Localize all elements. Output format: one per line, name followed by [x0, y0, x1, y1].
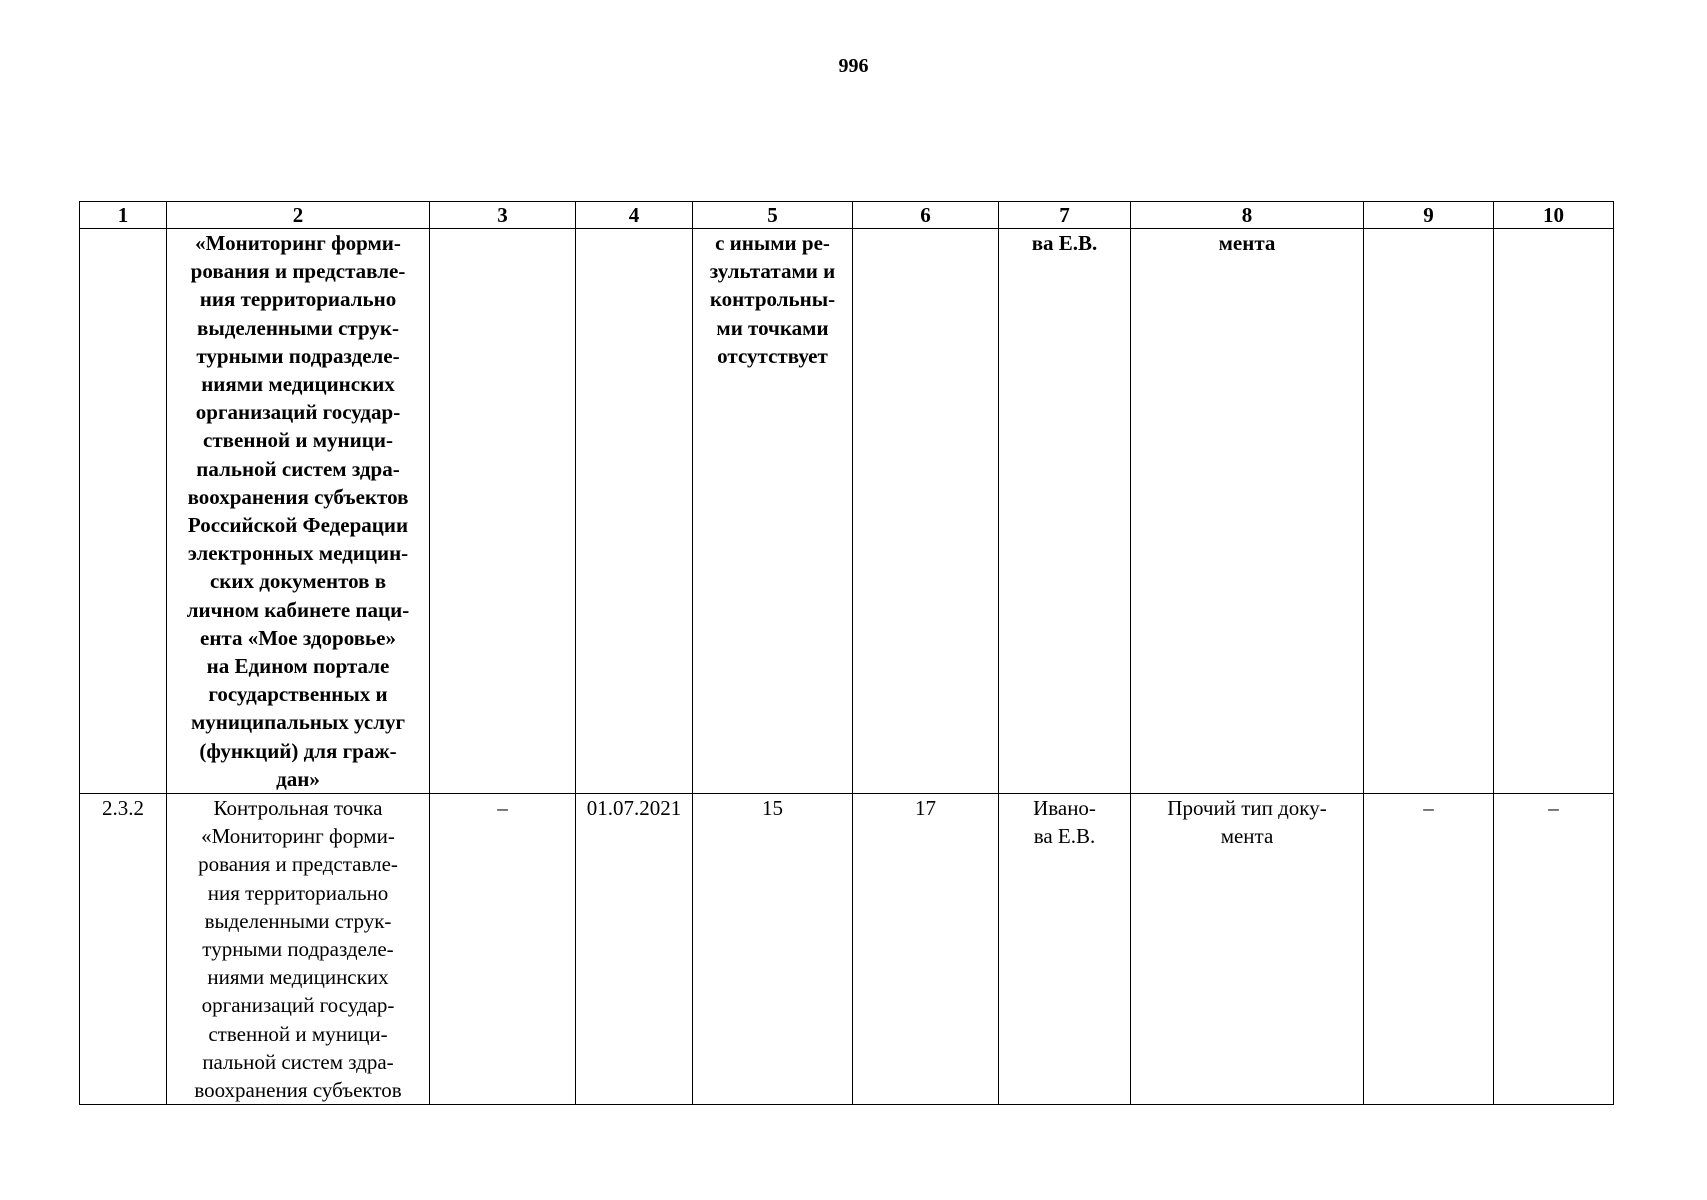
cell-text-line: турными подразделе- [196, 343, 400, 368]
cell-text-line: выделенными струк- [197, 315, 399, 340]
cell-text-line: муниципальных услуг [190, 710, 406, 735]
cell-text-line: мента [1218, 231, 1276, 255]
cell-col-4: 01.07.2021 [576, 794, 693, 1105]
cell-text-line: личном кабинете паци- [186, 597, 410, 622]
cell-text-line: ских документов в [209, 569, 387, 594]
header-col-9: 9 [1364, 202, 1494, 229]
cell-text-line: государственных и [208, 682, 388, 707]
cell-text-line: зультатами и [709, 259, 836, 284]
cell-col-4 [576, 229, 693, 794]
cell-col-10: – [1494, 794, 1614, 1105]
cell-col-6 [853, 229, 999, 794]
cell-text-line: «Мониторинг форми- [201, 824, 395, 849]
cell-text-line: воохранения субъектов [187, 484, 409, 509]
cell-text-line: (функций) для граж- [199, 738, 397, 763]
cell-text-line: организаций государ- [195, 400, 401, 425]
cell-text-line: ниями медицинских [201, 372, 395, 397]
cell-text-line: дан» [276, 766, 320, 791]
cell-col-5 [693, 229, 853, 794]
cell-number: 2.3.2 [80, 794, 167, 1105]
document-table [79, 201, 1614, 1105]
cell-text-line: воохранения субъектов [194, 1078, 402, 1103]
cell-text-line: ственной и муници- [208, 1021, 388, 1046]
cell-text-line: рования и представле- [198, 852, 398, 877]
cell-text-line: ниями медицинских [207, 965, 389, 990]
cell-text-line: ва Е.В. [1031, 231, 1098, 255]
cell-text-line: турными подразделе- [202, 937, 394, 962]
cell-name [167, 794, 430, 1105]
cell-text-line: на Едином портале [206, 654, 390, 679]
page-number: 996 [838, 55, 869, 77]
cell-text-line: отсутствует [717, 343, 828, 368]
header-col-1: 1 [80, 202, 167, 229]
header-col-3: 3 [430, 202, 576, 229]
cell-text-line: пальной систем здра- [202, 1049, 394, 1074]
header-col-8: 8 [1131, 202, 1364, 229]
cell-document-type [1131, 794, 1364, 1105]
header-col-5: 5 [693, 202, 853, 229]
cell-text-line: мента [1220, 824, 1274, 849]
header-col-10: 10 [1494, 202, 1614, 229]
cell-document-type [1131, 229, 1364, 794]
cell-col-3: – [430, 794, 576, 1105]
cell-col-5 [693, 794, 853, 1105]
cell-col-6: 17 [853, 794, 999, 1105]
cell-text-line: ния территориально [207, 880, 389, 905]
cell-col-9 [1364, 229, 1494, 794]
cell-text-line: выделенными струк- [204, 908, 392, 933]
cell-text-line: «Мониторинг форми- [195, 231, 401, 255]
cell-number [80, 229, 167, 794]
header-col-4: 4 [576, 202, 693, 229]
cell-text-line: Контрольная точка [213, 796, 383, 821]
cell-col-10 [1494, 229, 1614, 794]
cell-text-line: электронных медицин- [187, 541, 409, 566]
header-col-7: 7 [999, 202, 1131, 229]
cell-text-line: с иными ре- [715, 231, 830, 255]
table-row [80, 794, 1614, 1105]
header-col-2: 2 [167, 202, 430, 229]
cell-text-line: ственной и муници- [203, 428, 393, 453]
cell-responsible [999, 794, 1131, 1105]
table-row [80, 229, 1614, 794]
cell-text-line: организаций государ- [201, 993, 395, 1018]
cell-text-line: контрольны- [709, 287, 836, 312]
cell-text-line: 15 [762, 796, 783, 821]
cell-text-line: ента «Мое здоровье» [200, 625, 396, 650]
cell-text-line: ва Е.В. [1033, 824, 1096, 849]
cell-text-line: пальной систем здра- [196, 456, 400, 481]
cell-text-line: рования и представле- [190, 259, 406, 284]
header-col-6: 6 [853, 202, 999, 229]
cell-col-3 [430, 229, 576, 794]
cell-text-line: Российской Федерации [187, 513, 409, 538]
cell-responsible [999, 229, 1131, 794]
cell-text-line: Прочий тип доку- [1167, 796, 1327, 821]
cell-col-9: – [1364, 794, 1494, 1105]
cell-text-line: ми точками [716, 315, 829, 340]
cell-name [167, 229, 430, 794]
cell-text-line: ния территориально [199, 287, 397, 312]
cell-text-line: Ивано- [1033, 796, 1096, 821]
table-header-row [80, 202, 1614, 229]
